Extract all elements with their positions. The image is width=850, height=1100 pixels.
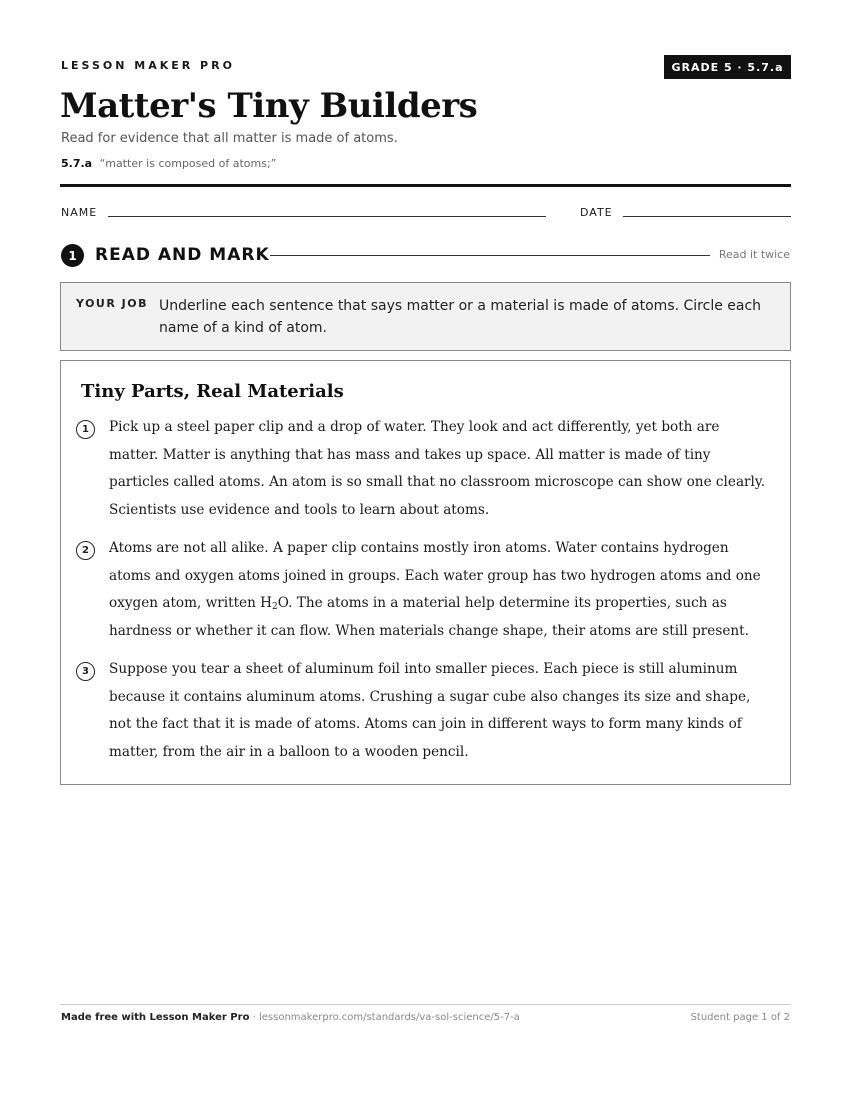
reading-passage-box bbox=[60, 360, 791, 785]
section-title: READ AND MARK bbox=[95, 245, 270, 265]
job-instructions-box bbox=[60, 282, 791, 351]
standard-reference bbox=[61, 157, 276, 170]
header-divider bbox=[60, 184, 791, 187]
brand-name: LESSON MAKER PRO bbox=[61, 59, 235, 72]
date-label: DATE bbox=[580, 206, 613, 219]
section-note: Read it twice bbox=[718, 248, 790, 261]
page-title: Matter's Tiny Builders bbox=[60, 86, 478, 126]
footer-separator: · bbox=[249, 1012, 259, 1023]
date-field[interactable] bbox=[623, 216, 791, 217]
footer-divider bbox=[60, 1004, 791, 1005]
page-subtitle: Read for evidence that all matter is made of atoms. bbox=[61, 131, 398, 146]
paragraph-number: 2 bbox=[76, 541, 95, 560]
section-divider bbox=[270, 255, 710, 256]
paragraph-text: Suppose you tear a sheet of aluminum foil into smaller pieces. Each piece is still aluminum because it contains aluminum atoms. Crushing a sugar cube also changes its size and shape, not the fact that it is made of atoms. Atoms can join in different ways to form many kinds of matter, from the air in a balloon to a wooden pencil. bbox=[109, 661, 751, 760]
paragraph-text-part: O. The atoms in a material help determine its properties, such as hardness or whether it can flow. When materials change shape, their atoms are still present. bbox=[109, 595, 749, 639]
paragraph-text bbox=[109, 535, 769, 645]
grade-badge: GRADE 5 · 5.7.a bbox=[664, 55, 791, 79]
passage-title: Tiny Parts, Real Materials bbox=[81, 381, 344, 402]
name-field[interactable] bbox=[108, 216, 546, 217]
section-number-badge: 1 bbox=[61, 244, 84, 267]
paragraph-text-part: Atoms are not all alike. A paper clip contains mostly iron atoms. Water contains hydrogen atoms and oxygen atoms joined in groups. Each water group has two hydrogen atoms and one oxygen atom, written H bbox=[109, 540, 761, 611]
job-label: YOUR JOB bbox=[76, 297, 148, 310]
job-instructions-text: Underline each sentence that says matter or a material is made of atoms. Circle each name of a kind of atom. bbox=[159, 298, 762, 336]
footer-url[interactable]: lessonmakerpro.com/standards/va-sol-science/5-7-a bbox=[258, 1012, 520, 1023]
paragraph-text: Pick up a steel paper clip and a drop of water. They look and act differently, yet both are matter. Matter is anything that has mass and takes up space. All matter is made of tiny particles called atoms. An atom is so small that no classroom microscope can show one clearly. Scientists use evidence and tools to learn about atoms. bbox=[109, 419, 766, 518]
name-label: NAME bbox=[61, 206, 98, 219]
subscript-two: 2 bbox=[272, 602, 278, 612]
standard-code: 5.7.a bbox=[61, 157, 93, 170]
paragraph-number: 3 bbox=[76, 662, 95, 681]
footer-made-with: Made free with Lesson Maker Pro bbox=[61, 1012, 250, 1023]
paragraph-number: 1 bbox=[76, 420, 95, 439]
standard-text: “matter is composed of atoms;” bbox=[99, 157, 277, 170]
footer-page-number: Student page 1 of 2 bbox=[690, 1012, 790, 1023]
footer-credit bbox=[61, 1012, 520, 1023]
